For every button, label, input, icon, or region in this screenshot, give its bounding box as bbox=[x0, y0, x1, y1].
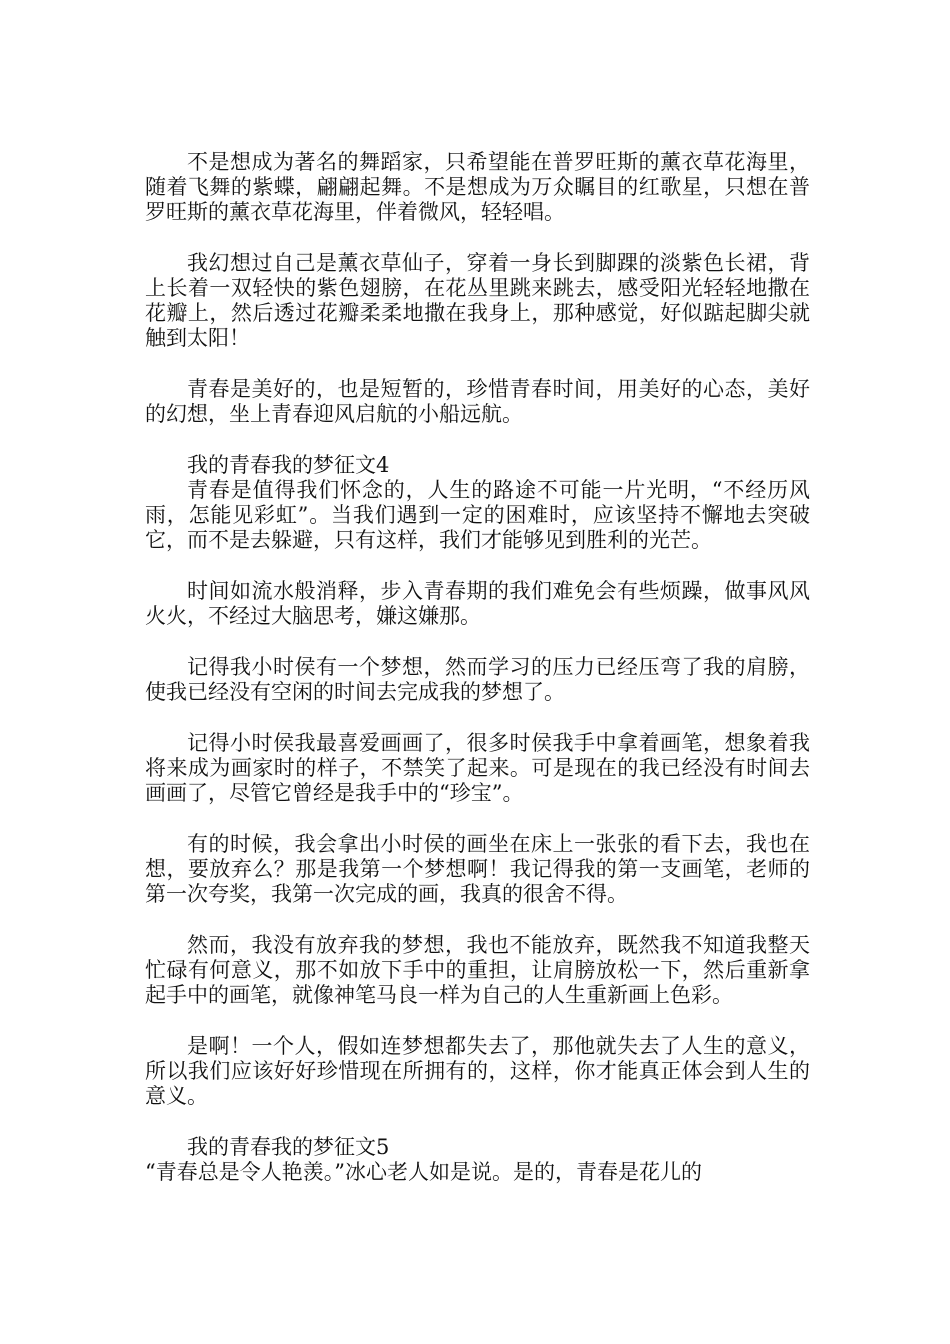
paragraph: 有的时候，我会拿出小时侯的画坐在床上一张张的看下去，我也在想，要放弃么？那是我第一个梦想啊！我记得我的第一支画笔，老师的第一次夸奖，我第一次完成的画，我真的很舍不得。 bbox=[145, 832, 810, 906]
paragraph: 然而，我没有放弃我的梦想，我也不能放弃，既然我不知道我整天忙碌有何意义，那不如放下手中的重担，让肩膀放松一下，然后重新拿起手中的画笔，就像神笔马良一样为自己的人生重新画上色彩。 bbox=[145, 933, 810, 1007]
paragraph: 时间如流水般消释，步入青春期的我们难免会有些烦躁，做事风风火火，不经过大脑思考，嫌这嫌那。 bbox=[145, 579, 810, 628]
paragraph: 记得小时侯我最喜爱画画了，很多时侯我手中拿着画笔，想象着我将来成为画家时的样子，不禁笑了起来。可是现在的我已经没有时间去画画了，尽管它曾经是我手中的“珍宝”。 bbox=[145, 731, 810, 805]
paragraph: 不是想成为著名的舞蹈家，只希望能在普罗旺斯的薰衣草花海里，随着飞舞的紫蝶，翩翩起舞。不是想成为万众瞩目的红歌星，只想在普罗旺斯的薰衣草花海里，伴着微风，轻轻唱。 bbox=[145, 150, 810, 224]
paragraph: 青春是值得我们怀念的，人生的路途不可能一片光明，“不经历风雨，怎能见彩虹”。当我们遇到一定的困难时，应该坚持不懈地去突破它，而不是去躲避，只有这样，我们才能够见到胜利的光芒。 bbox=[145, 478, 810, 552]
paragraph: 青春是美好的，也是短暂的，珍惜青春时间，用美好的心态，美好的幻想，坐上青春迎风启航的小船远航。 bbox=[145, 377, 810, 426]
section-heading: 我的青春我的梦征文4 bbox=[187, 453, 390, 477]
paragraph: “青春总是令人艳羡。”冰心老人如是说。是的，青春是花儿的 bbox=[145, 1160, 702, 1184]
paragraph: 是啊！一个人，假如连梦想都失去了，那他就失去了人生的意义，所以我们应该好好珍惜现在所拥有的，这样，你才能真正体会到人生的意义。 bbox=[145, 1034, 810, 1108]
paragraph: 我幻想过自己是薰衣草仙子，穿着一身长到脚踝的淡紫色长裙，背上长着一双轻快的紫色翅膀，在花丛里跳来跳去，感受阳光轻轻地撒在花瓣上，然后透过花瓣柔柔地撒在我身上，那种感觉，好似踮起脚尖就触到太阳！ bbox=[145, 251, 810, 350]
paragraph: 记得我小时侯有一个梦想，然而学习的压力已经压弯了我的肩膀，使我已经没有空闲的时间去完成我的梦想了。 bbox=[145, 655, 810, 704]
section-heading: 我的青春我的梦征文5 bbox=[187, 1135, 390, 1159]
document-page bbox=[145, 150, 810, 1185]
